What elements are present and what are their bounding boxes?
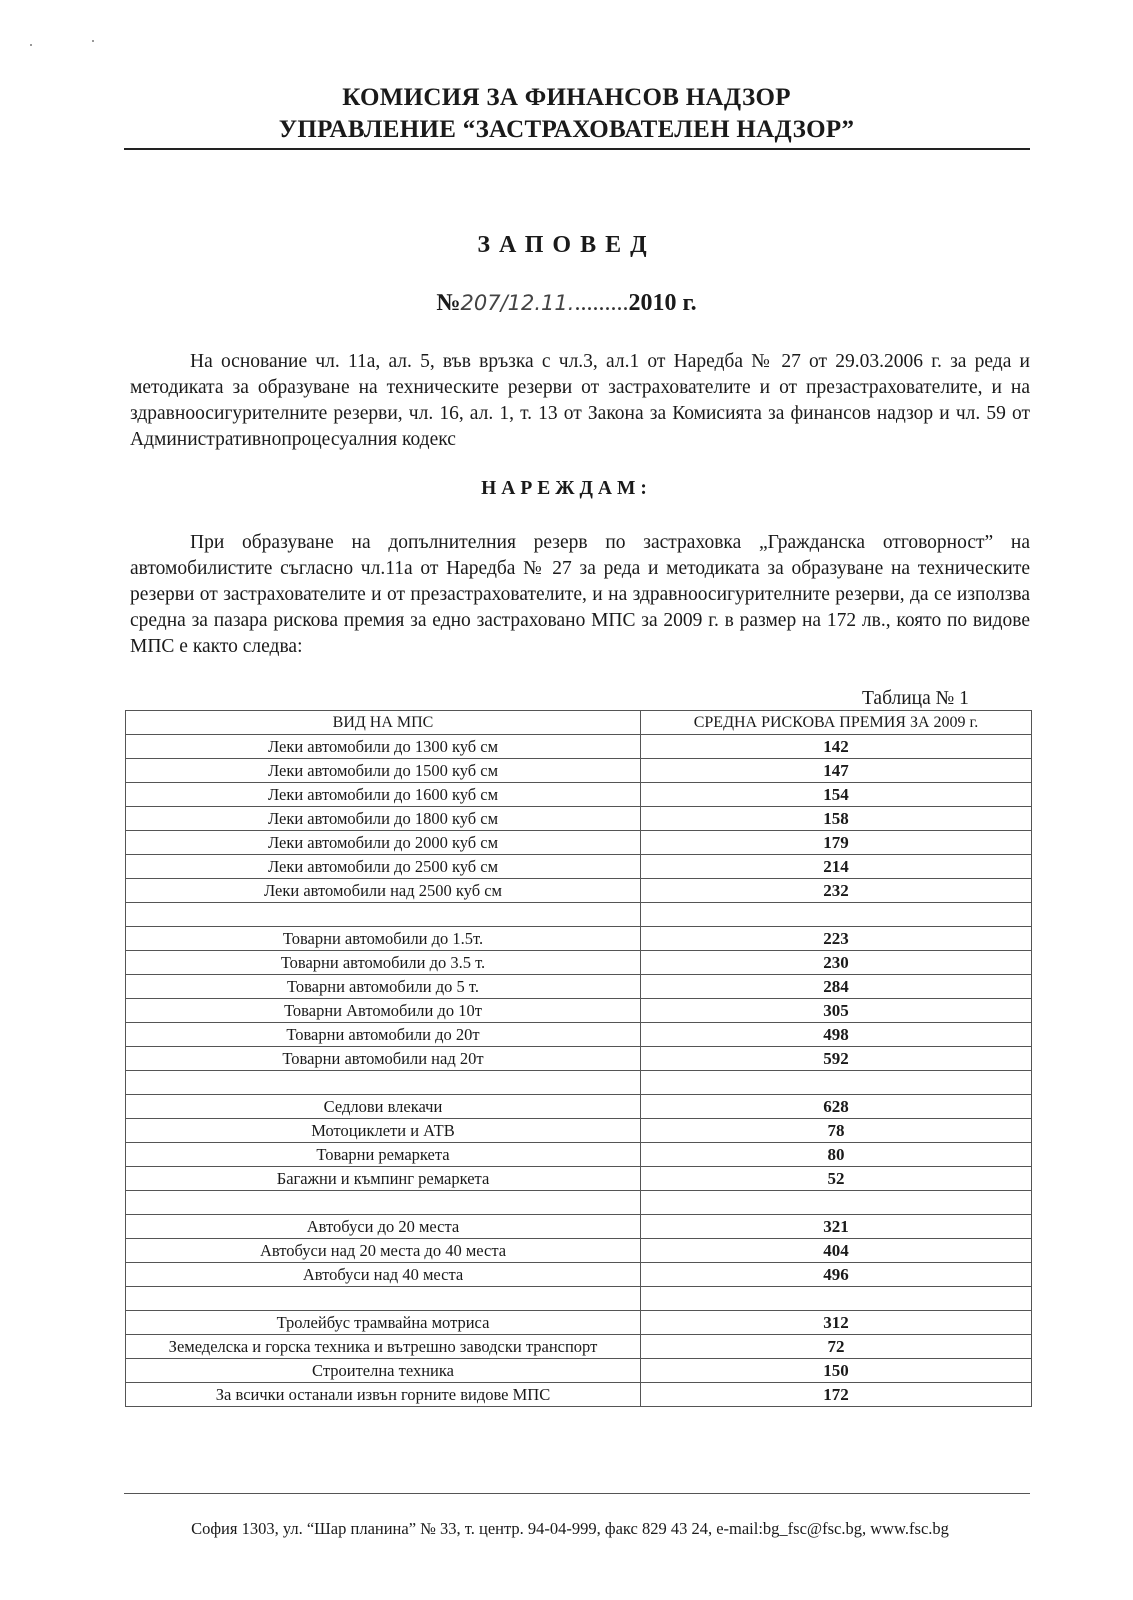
vehicle-type-cell: Седлови влекачи <box>126 1095 641 1119</box>
vehicle-type-cell <box>126 1071 641 1095</box>
scan-speck <box>92 40 94 42</box>
vehicle-type-cell: Леки автомобили до 1500 куб см <box>126 759 641 783</box>
table-row <box>126 975 1032 999</box>
basis-paragraph <box>130 349 1030 453</box>
document-title: ЗАПОВЕД <box>477 232 656 258</box>
premium-cell: 628 <box>641 1095 1032 1119</box>
premium-cell: 223 <box>641 927 1032 951</box>
premium-cell: 80 <box>641 1143 1032 1167</box>
premium-cell: 52 <box>641 1167 1032 1191</box>
premium-cell: 154 <box>641 783 1032 807</box>
table-row <box>126 855 1032 879</box>
handwritten-number: 207/12.11. <box>460 291 575 315</box>
table-row <box>126 1383 1032 1407</box>
premium-cell: 404 <box>641 1239 1032 1263</box>
vehicle-type-cell: Багажни и къмпинг ремаркета <box>126 1167 641 1191</box>
table-row <box>126 1095 1032 1119</box>
vehicle-type-cell: Товарни автомобили до 1.5т. <box>126 927 641 951</box>
table-row <box>126 951 1032 975</box>
column-header-premium: СРЕДНА РИСКОВА ПРЕМИЯ ЗА 2009 г. <box>641 711 1032 735</box>
vehicle-type-cell: За всички останали извън горните видове МПС <box>126 1383 641 1407</box>
vehicle-type-cell: Товарни автомобили до 20т <box>126 1023 641 1047</box>
table-header-row <box>126 711 1032 735</box>
number-sign: № <box>436 290 461 316</box>
premium-cell: 78 <box>641 1119 1032 1143</box>
table-row <box>126 1335 1032 1359</box>
premium-cell <box>641 1071 1032 1095</box>
premium-cell: 172 <box>641 1383 1032 1407</box>
table-row <box>126 879 1032 903</box>
table-row <box>126 1119 1032 1143</box>
table-row <box>126 903 1032 927</box>
premium-cell <box>641 1287 1032 1311</box>
table-row <box>126 1215 1032 1239</box>
table-row <box>126 1287 1032 1311</box>
premium-cell: 179 <box>641 831 1032 855</box>
table-row <box>126 1167 1032 1191</box>
vehicle-type-cell: Земеделска и горска техника и вътрешно заводски транспорт <box>126 1335 641 1359</box>
vehicle-type-cell: Автобуси над 20 места до 40 места <box>126 1239 641 1263</box>
premium-cell: 142 <box>641 735 1032 759</box>
header-divider <box>124 148 1030 150</box>
vehicle-type-cell: Автобуси над 40 места <box>126 1263 641 1287</box>
vehicle-type-cell <box>126 903 641 927</box>
vehicle-type-cell: Тролейбус трамвайна мотриса <box>126 1311 641 1335</box>
vehicle-type-cell: Товарни автомобили до 3.5 т. <box>126 951 641 975</box>
table-row <box>126 1023 1032 1047</box>
org-name: КОМИСИЯ ЗА ФИНАНСОВ НАДЗОР <box>342 84 791 111</box>
vehicle-type-cell: Автобуси до 20 места <box>126 1215 641 1239</box>
department-name: УПРАВЛЕНИЕ “ЗАСТРАХОВАТЕЛЕН НАДЗОР” <box>278 116 855 143</box>
premium-cell <box>641 1191 1032 1215</box>
vehicle-type-cell: Товарни ремаркета <box>126 1143 641 1167</box>
decree-paragraph <box>130 530 1030 660</box>
footer-divider <box>124 1493 1030 1494</box>
table-row <box>126 807 1032 831</box>
table-body <box>126 735 1032 1407</box>
table-row <box>126 735 1032 759</box>
vehicle-type-cell: Товарни автомобили над 20т <box>126 1047 641 1071</box>
premium-cell <box>641 903 1032 927</box>
premium-cell: 592 <box>641 1047 1032 1071</box>
decree-text: При образуване на допълнителния резерв по застраховка „Гражданска отговорност” на автомобилистите съгласно чл.11а от Наредба № 27 за реда и методиката за образуване на техническите резерви от застрахователите и от презастрахователите, и на здравноосигурителните резерви, да се използва средна за пазара рискова премия за едно застраховано МПС за 2009 г. в размер на 172 лв., която по видове МПС е както следва: <box>130 532 1030 657</box>
vehicle-type-cell <box>126 1287 641 1311</box>
vehicle-type-cell: Строителна техника <box>126 1359 641 1383</box>
table-caption: Таблица № 1 <box>862 688 969 709</box>
table-row <box>126 1263 1032 1287</box>
vehicle-type-cell: Леки автомобили до 2500 куб см <box>126 855 641 879</box>
vehicle-type-cell: Леки автомобили над 2500 куб см <box>126 879 641 903</box>
footer-address: София 1303, ул. “Шар планина” № 33, т. центр. 94-04-999, факс 829 43 24, e-mail:bg_fsc@fsc.bg, www.fsc.bg <box>191 1519 949 1538</box>
premium-table <box>125 710 1032 1407</box>
premium-cell: 498 <box>641 1023 1032 1047</box>
basis-text: На основание чл. 11а, ал. 5, във връзка с чл.3, ал.1 от Наредба № 27 от 29.03.2006 г. за реда и методиката за образуване на техническите резерви от застрахователите и от презастрахователите, и на здравноосигурителните резерви, чл. 16, ал. 1, т. 13 от Закона за Комисията за финансов надзор и чл. 59 от Административнопроцесуалния кодекс <box>130 351 1030 450</box>
premium-cell: 72 <box>641 1335 1032 1359</box>
premium-cell: 321 <box>641 1215 1032 1239</box>
vehicle-type-cell: Товарни Автомобили до 10т <box>126 999 641 1023</box>
order-number <box>0 290 1133 317</box>
column-header-vehicle-type: ВИД НА МПС <box>126 711 641 735</box>
premium-cell: 230 <box>641 951 1032 975</box>
vehicle-type-cell: Леки автомобили до 1300 куб см <box>126 735 641 759</box>
decree-heading: НАРЕЖДАМ: <box>481 478 652 499</box>
premium-cell: 150 <box>641 1359 1032 1383</box>
table-row <box>126 1191 1032 1215</box>
table-row <box>126 1071 1032 1095</box>
order-year: 2010 г. <box>628 290 697 316</box>
vehicle-type-cell: Мотоциклети и АТВ <box>126 1119 641 1143</box>
number-dots: ......... <box>574 290 629 316</box>
table-row <box>126 927 1032 951</box>
table-row <box>126 1143 1032 1167</box>
vehicle-type-cell: Леки автомобили до 1600 куб см <box>126 783 641 807</box>
premium-cell: 305 <box>641 999 1032 1023</box>
premium-cell: 214 <box>641 855 1032 879</box>
table-row <box>126 831 1032 855</box>
vehicle-type-cell: Товарни автомобили до 5 т. <box>126 975 641 999</box>
vehicle-type-cell <box>126 1191 641 1215</box>
table-row <box>126 1359 1032 1383</box>
premium-cell: 284 <box>641 975 1032 999</box>
table-row <box>126 999 1032 1023</box>
table-row <box>126 783 1032 807</box>
scan-speck <box>30 44 32 46</box>
table-row <box>126 1239 1032 1263</box>
vehicle-type-cell: Леки автомобили до 2000 куб см <box>126 831 641 855</box>
premium-cell: 312 <box>641 1311 1032 1335</box>
table-row <box>126 1311 1032 1335</box>
premium-cell: 232 <box>641 879 1032 903</box>
premium-cell: 496 <box>641 1263 1032 1287</box>
premium-cell: 147 <box>641 759 1032 783</box>
table-row <box>126 1047 1032 1071</box>
vehicle-type-cell: Леки автомобили до 1800 куб см <box>126 807 641 831</box>
premium-cell: 158 <box>641 807 1032 831</box>
table-row <box>126 759 1032 783</box>
